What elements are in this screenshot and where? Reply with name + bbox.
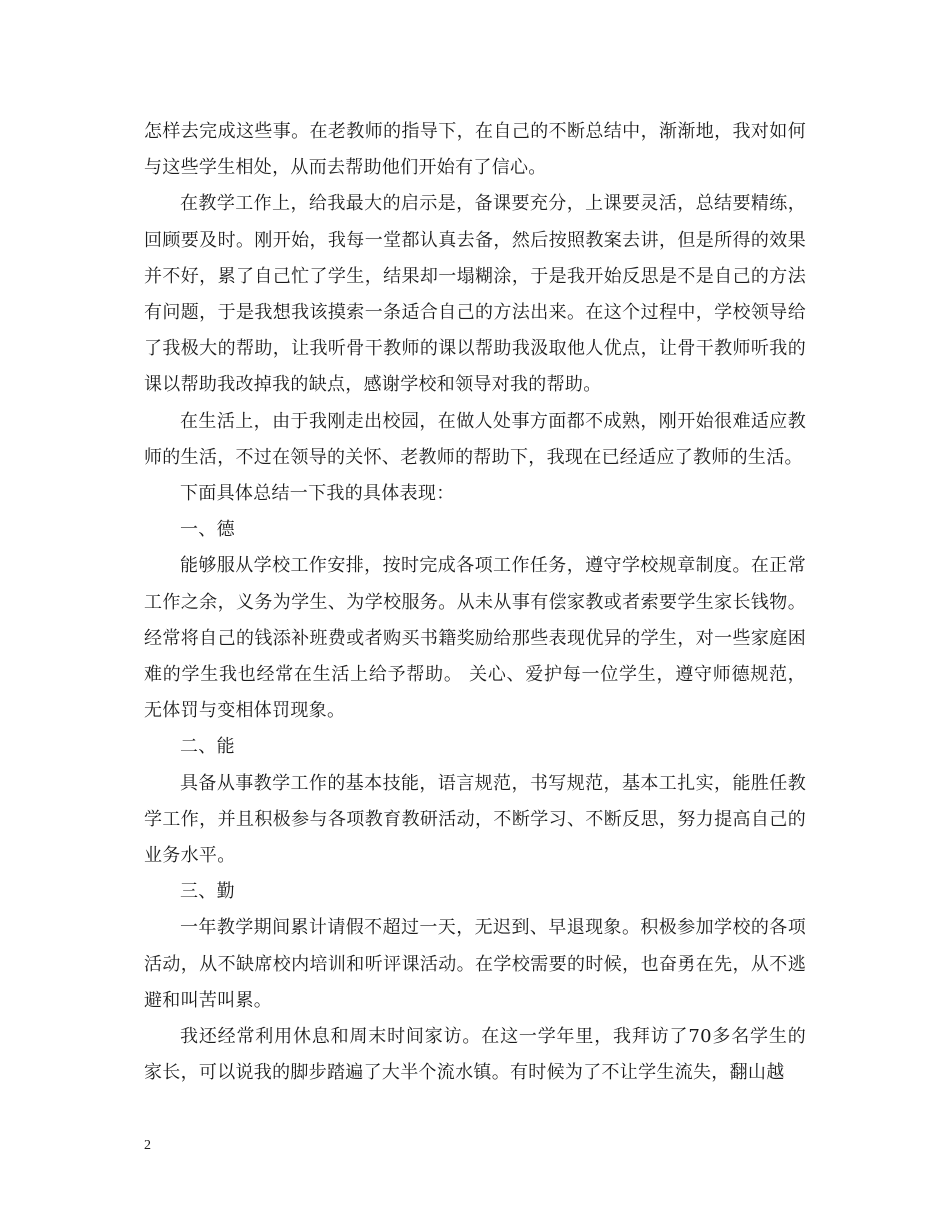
paragraph: 下面具体总结一下我的具体表现： xyxy=(180,483,455,505)
paragraph: 我还经常利用休息和周末时间家访。在这一学年里，我拜访了70多名学生的家长，可以说我的脚步踏遍了大半个流水镇。有时候为了不让学生流失，翻山越 xyxy=(144,1026,806,1084)
paragraph: 怎样去完成这些事。在老教师的指导下，在自己的不断总结中，渐渐地，我对如何与这些学生相处，从而去帮助他们开始有了信心。 xyxy=(144,121,806,179)
section-heading: 二、能 xyxy=(180,736,235,758)
paragraph: 具备从事教学工作的基本技能，语言规范，书写规范，基本工扎实，能胜任教学工作，并且积极参与各项教育教研活动，不断学习、不断反思，努力提高自己的业务水平。 xyxy=(144,772,806,867)
paragraph: 在教学工作上，给我最大的启示是，备课要充分，上课要灵活，总结要精练，回顾要及时。刚开始，我每一堂都认真去备，然后按照教案去讲，但是所得的效果并不好，累了自己忙了学生，结果却一塌糊涂，于是我开始反思是不是自己的方法有问题，于是我想我该摸索一条适合自己的方法出来。在这个过程中，学校领导给了我极大的帮助，让我听骨干教师的课以帮助我汲取他人优点，让骨干教师听我的课以帮助我改掉我的缺点，感谢学校和领导对我的帮助。 xyxy=(144,193,806,396)
paragraph: 能够服从学校工作安排，按时完成各项工作任务，遵守学校规章制度。在正常工作之余，义务为学生、为学校服务。从未从事有偿家教或者索要学生家长钱物。经常将自己的钱添补班费或者购买书籍奖励给那些表现优异的学生，对一些家庭困难的学生我也经常在生活上给予帮助。 关心、爱护每一位学生，遵守师德规范，无体罚与变相体罚现象。 xyxy=(144,555,806,722)
document-body xyxy=(144,114,806,1091)
paragraph: 在生活上，由于我刚走出校园，在做人处事方面都不成熟，刚开始很难适应教师的生活，不过在领导的关怀、老教师的帮助下，我现在已经适应了教师的生活。 xyxy=(144,410,806,468)
section-heading: 一、德 xyxy=(180,519,235,541)
paragraph: 一年教学期间累计请假不超过一天，无迟到、早退现象。积极参加学校的各项活动，从不缺席校内培训和听评课活动。在学校需要的时候，也奋勇在先，从不逃避和叫苦叫累。 xyxy=(144,917,806,1011)
page-number: 2 xyxy=(144,1138,151,1153)
section-heading: 三、勤 xyxy=(180,881,235,903)
